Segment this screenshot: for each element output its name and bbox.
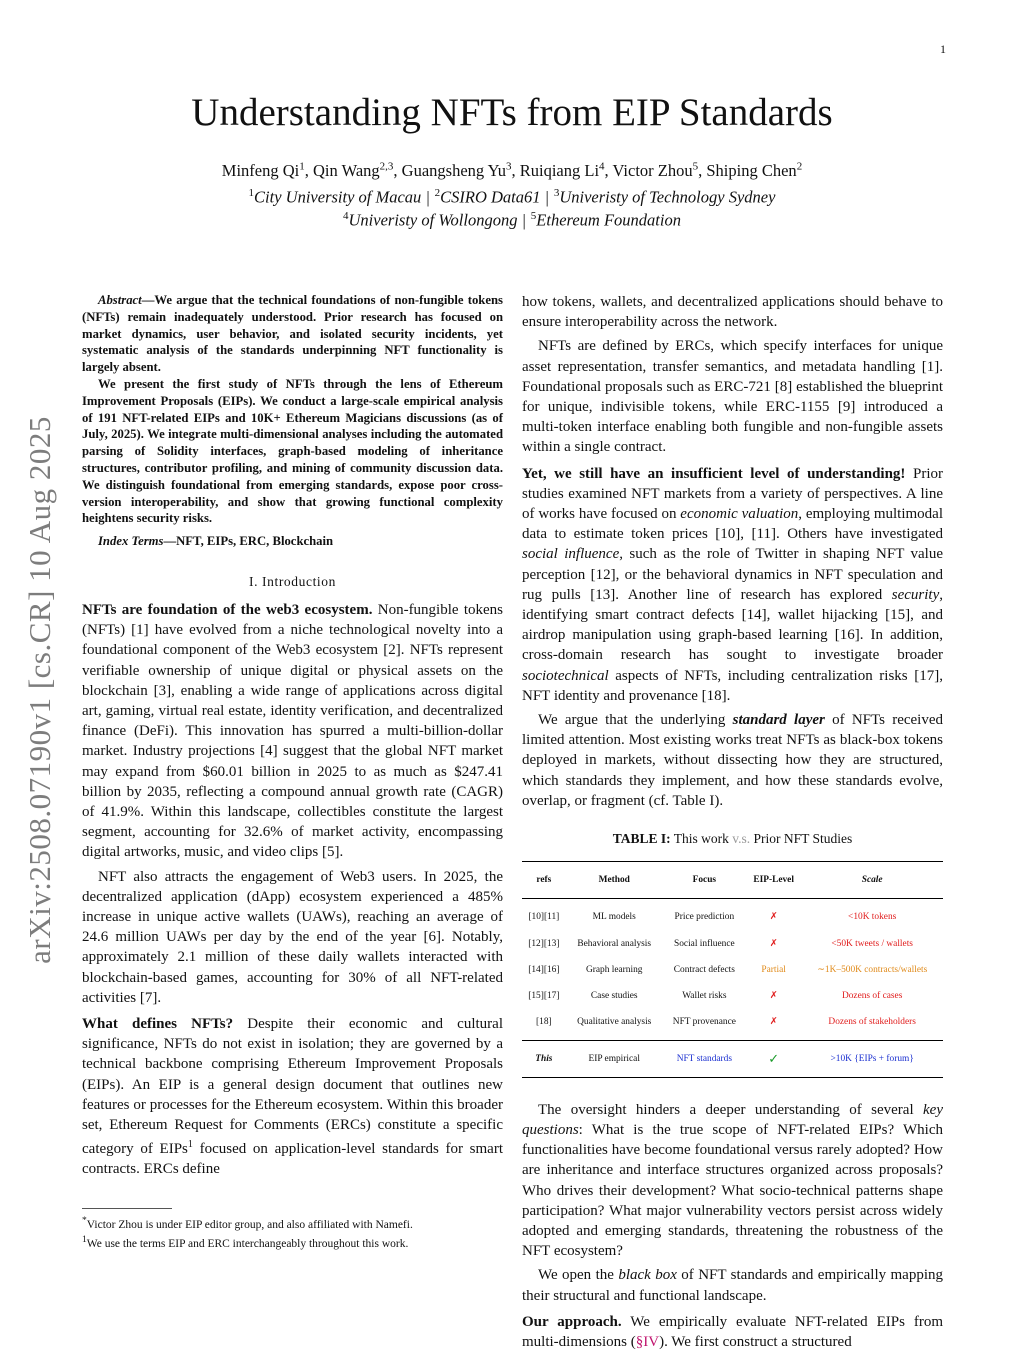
right-p5: The oversight hinders a deeper understanding of several key questions: What is the true scope of NFT-related EIPs? Which functionalities have become foundational versus rarely adopted? How are inheritance and interface structures organized across proposals? Who drives their development? What socio-technical patterns shape participation? What major vulnerability vectors persist across widely adopted and emerging standards, threatening the robustness of the NFT ecosystem? xyxy=(522,1101,943,1260)
footnote-2: $^1$We use the terms EIP and ERC interchangeably throughout this work. xyxy=(82,1234,409,1251)
page-number: 1 xyxy=(940,42,946,56)
author: Minfeng Qi$^1$, xyxy=(221,160,313,180)
arxiv-stamp-text: arXiv:2508.07190v1 [cs.CR] 10 Aug 2025 xyxy=(22,416,57,964)
arxiv-stamp xyxy=(10,370,70,1010)
table-caption: TABLE I: This work v.s. Prior NFT Studies xyxy=(612,831,853,847)
table-row: [18] Qualitative analysis NFT provenance ✗ Dozens of stakeholders xyxy=(522,1009,943,1040)
right-p4: We argue that the underlying standard layer of NFTs received limited attention. Most existing works treat NFTs as black-box tokens deployed in markets, without dissecting how they are structured, which standards they implement, and how these standards evolve, overlap, or fragment (cf. Table I). xyxy=(522,712,943,809)
intro-p1: NFTs are foundation of the web3 ecosystem. Non-fungible tokens (NFTs) [1] have evolved from a niche technological novelty into a foundational component of the Web3 ecosystem [2]. NFTs represent verifiable ownership of unique digital or physical assets on the blockchain [3], enabling a wide range of applications across digital art, gaming, virtual real estate, identity verification, and decentralized finance (DeFi). This innovation has spurred a multi-billion-dollar market. Industry projections [4] suggest that the global NFT market may expand from $60.01 billion in 2025 to as much as $247.41 billion by 2035, reflecting a compound annual growth rate (CAGR) of 41.9%. Within this landscape, collectibles constitute the largest segment, accounting for 32.6% of market activity, encompassing digital artworks, music, and video clips [5]. xyxy=(82,601,503,861)
author: Guangsheng Yu$^3$, xyxy=(401,160,520,180)
section-link[interactable]: §IV xyxy=(635,1333,660,1350)
table-header: Scale xyxy=(801,862,943,899)
table-row: [14][16] Graph learning Contract defects Partial ∼1K–500K contracts/wallets xyxy=(528,964,928,975)
comparison-table xyxy=(522,861,943,1077)
index-terms: Index Terms—NFT, EIPs, ERC, Blockchain xyxy=(98,534,334,549)
author-list xyxy=(0,160,1024,181)
intro-p2: NFT also attracts the engagement of Web3 users. In 2025, the decentralized application (dApp) ecosystem experienced a 485% increase in unique active wallets (UAWs), reaching an average of 24.6 million UAWs per day by the end of the year [6]. Notably, approximately 2.1 million of these daily wallets interacted with blockchain-based games, accounting for 30% of all NFT-related activities [7]. xyxy=(82,868,503,1006)
right-p6: We open the black box of NFT standards and empirically mapping their structural and functional landscape. xyxy=(522,1267,944,1304)
table-header: Focus xyxy=(663,862,746,899)
table-row-this-work: This EIP empirical NFT standards ✓ >10K {EIPs + forum} xyxy=(522,1040,943,1077)
table-row: [12][13] Behavioral analysis Social influence ✗ <50K tweets / wallets xyxy=(528,938,913,949)
footnote-1: *Victor Zhou is under EIP editor group, and also affiliated with Namefi. xyxy=(82,1214,413,1231)
table-row: [15][17] Case studies Wallet risks ✗ Dozens of cases xyxy=(528,991,903,1002)
author: Ruiqiang Li$^4$, xyxy=(519,160,613,180)
abstract-p1: Abstract—We argue that the technical foundations of non-fungible tokens (NFTs) remain inadequately understood. Prior research has focused on market dynamics, user behavior, and isolated security incidents, yet systematic analysis of the standards underpinning NFT functionality is largely absent. xyxy=(82,293,503,375)
table-header: EIP-Level xyxy=(746,862,801,899)
affiliations-line-2: $^4$Univeristy of Wollongong | $^5$Ethereum Foundation xyxy=(343,210,681,230)
table-header: Method xyxy=(566,862,663,899)
right-p7: Our approach. We empirically evaluate NFT-related EIPs from multi-dimensions (§IV). We first construct a structured xyxy=(522,1313,944,1350)
left-column xyxy=(82,292,503,1252)
table-row: [10][11] ML models Price prediction ✗ <10K tokens xyxy=(528,912,897,923)
abstract-p2: We present the first study of NFTs through the lens of Ethereum Improvement Proposals (EIPs). We conduct a large-scale empirical analysis of 191 NFT-related EIPs and 10K+ Ethereum Magicians discussions (as of July, 2025). We integrate multi-dimensional analyses including the automated parsing of Solidity interfaces, graph-based modeling of inheritance structures, contributor profiling, and mining of community discussion data. We distinguish foundational from emerging standards, expose poor cross-version interoperability, and show that growing functional complexity heightens security risks. xyxy=(82,376,503,526)
paper-title: Understanding NFTs from EIP Standards xyxy=(191,91,833,134)
right-p3: Yet, we still have an insufficient level of understanding! Prior studies examined NFT markets from a variety of perspectives. A line of works have focused on economic valuation, employing multimodal data to estimate token prices [10], [11]. Others have investigated social influence, such as the role of Twitter in shaping NFT value perception [12], or the behavioral dynamics in NFT speculation and rug pulls [13]. Another line of research has explored security, identifying smart contract defects [14], wallet hijacking [15], and airdrop manipulation using graph-based learning [16]. In addition, cross-domain research has sought to investigate broader sociotechnical aspects of NFTs, including centralization risks [17], NFT identity and provenance [18]. xyxy=(522,465,944,704)
table-header: refs xyxy=(522,862,566,899)
right-p2: NFTs are defined by ERCs, which specify interfaces for unique asset representation, transfer semantics, and metadata handling [1]. Foundational proposals such as ERC-721 [8] established the blueprint for unique, indivisible tokens, while ERC-1155 [9] introduced a multi-token interface enabling both fungible and non-fungible assets within a single contract. xyxy=(522,338,943,456)
affiliations-line-1: $^1$City University of Macau | $^2$CSIRO Data61 | $^3$Univeristy of Technology Sydney xyxy=(248,187,776,207)
section-heading: I. Introduction xyxy=(249,573,336,589)
table-header-row xyxy=(522,862,943,899)
author: Shiping Chen$^2$ xyxy=(706,160,803,180)
right-column xyxy=(522,292,943,1352)
author: Qin Wang$^{2,3}$, xyxy=(313,160,402,180)
intro-p3: What defines NFTs? Despite their economic and cultural significance, NFTs do not exist in isolation; they are governed by a technical backbone comprising Ethereum Improvement Proposals (EIPs). An EIP is a general design document that outlines new features or processes for the Ethereum ecosystem. Within this broader set, Ethereum Request for Comments (ERCs) constitute a specific category of EIPs$^1$ focused on application-level standards for smart contracts. ERCs define xyxy=(82,1016,503,1178)
right-p1: how tokens, wallets, and decentralized applications should behave to ensure interoperability across the network. xyxy=(522,294,943,331)
footnote-rule xyxy=(82,1208,172,1209)
author: Victor Zhou$^5$, xyxy=(612,160,707,180)
